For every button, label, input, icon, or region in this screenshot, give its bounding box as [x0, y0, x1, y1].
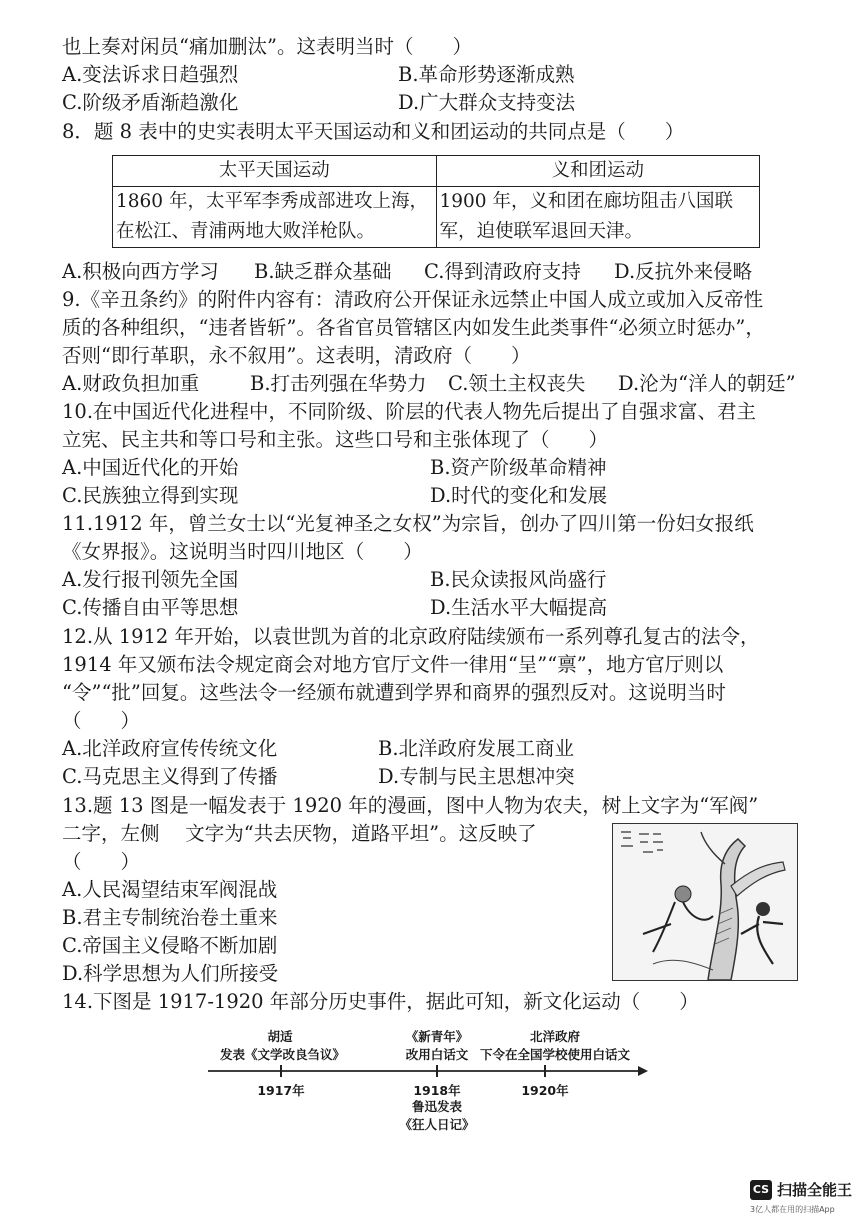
q8-table-cell-boxer	[436, 187, 760, 248]
q12-line: 12.从 1912 年开始，以袁世凯为首的北京政府陆续颁布一系列尊孔复古的法令，	[62, 625, 760, 648]
q11-option-b: B.民众读报风尚盛行	[430, 568, 607, 591]
camscanner-watermark	[750, 1180, 860, 1222]
camscanner-name: 扫描全能王	[777, 1181, 853, 1199]
event-line: 发表《文学改良刍议》	[220, 1047, 346, 1062]
q9-line: 质的各种组织，“违者皆斩”。各省官员管辖区内如发生此类事件“必须立时惩办”，	[62, 316, 765, 339]
timeline-year-1918: 1918年	[413, 1083, 461, 1098]
q8-table-header-taiping: 太平天国运动	[113, 156, 437, 187]
q9-option-d: D.沦为“洋人的朝廷”	[618, 372, 796, 395]
timeline-event-below-1918	[392, 1097, 482, 1133]
q8-option-d: D.反抗外来侵略	[614, 260, 753, 283]
timeline-event-1917	[220, 1027, 346, 1063]
q7-option-c: C.阶级矛盾渐趋激化	[62, 91, 239, 114]
q12-option-c: C.马克思主义得到了传播	[62, 765, 278, 788]
q7-stem: 也上奏对闲员“痛加删汰”。这表明当时（ ）	[62, 35, 472, 58]
q12-line: （ ）	[62, 709, 141, 732]
q7-option-d: D.广大群众支持变法	[398, 91, 576, 114]
event-line: 《狂人日记》	[399, 1117, 475, 1132]
q13-line: 13.题 13 图是一幅发表于 1920 年的漫画，图中人物为农夫，树上文字为“军阀”	[62, 794, 759, 817]
q8-cell-line: 军，迫使联军退回天津。	[439, 221, 644, 242]
event-line: 《新青年》	[405, 1029, 469, 1044]
q14-stem: 14.下图是 1917-1920 年部分历史事件，据此可知，新文化运动（ ）	[62, 990, 699, 1013]
q11-line: 11.1912 年，曾兰女士以“光复神圣之女权”为宗旨，创办了四川第一份妇女报纸	[62, 512, 754, 535]
q11-option-c: C.传播自由平等思想	[62, 596, 239, 619]
q8-table-cell-taiping	[113, 187, 437, 248]
q12-line: “令”“批”回复。这些法令一经颁布就遭到学界和商界的强烈反对。这说明当时	[62, 681, 726, 704]
q9-option-b: B.打击列强在华势力	[250, 372, 427, 395]
event-line: 胡适	[267, 1029, 293, 1044]
q13-option-a: A.人民渴望结束军阀混战	[62, 878, 278, 901]
q8-cell-line: 1860 年，太平军李秀成部进攻上海，	[116, 191, 428, 212]
q8-option-a: A.积极向西方学习	[62, 260, 219, 283]
q12-option-b: B.北洋政府发展工商业	[378, 737, 575, 760]
q9-option-c: C.领土主权丧失	[448, 372, 586, 395]
q7-option-a: A.变法诉求日趋强烈	[62, 63, 239, 86]
q9-option-a: A.财政负担加重	[62, 372, 200, 395]
q8-stem: 8．题 8 表中的史实表明太平天国运动和义和团运动的共同点是（ ）	[62, 120, 685, 143]
q12-line: 1914 年又颁布法令规定商会对地方官厅文件一律用“呈”“禀”，地方官厅则以	[62, 653, 724, 676]
timeline-year-1917: 1917年	[257, 1083, 305, 1098]
event-line: 改用白话文	[405, 1047, 469, 1062]
q13-line: 二字，左侧 文字为“共去厌物，道路平坦”。这反映了	[62, 822, 537, 845]
q14-timeline	[200, 1025, 650, 1135]
timeline-event-1920	[465, 1027, 645, 1063]
q10-option-d: D.时代的变化和发展	[430, 484, 608, 507]
q10-line: 10.在中国近代化进程中，不同阶级、阶层的代表人物先后提出了自强求富、君主	[62, 400, 757, 423]
q10-option-a: A.中国近代化的开始	[62, 456, 239, 479]
q13-cartoon-image	[612, 823, 798, 981]
q7-option-b: B.革命形势逐渐成熟	[398, 63, 575, 86]
q12-option-d: D.专制与民主思想冲突	[378, 765, 575, 788]
q9-line: 否则“即行革职，永不叙用”。这表明，清政府（ ）	[62, 344, 531, 367]
q10-option-b: B.资产阶级革命精神	[430, 456, 607, 479]
event-line: 下令在全国学校使用白话文	[479, 1047, 630, 1062]
q11-option-d: D.生活水平大幅提高	[430, 596, 608, 619]
q13-option-d: D.科学思想为人们所接受	[62, 962, 279, 985]
q12-option-a: A.北洋政府宣传传统文化	[62, 737, 278, 760]
cartoon-drawing	[613, 824, 797, 980]
q13-option-c: C.帝国主义侵略不断加剧	[62, 934, 278, 957]
q13-option-b: B.君主专制统治卷土重来	[62, 906, 278, 929]
q10-option-c: C.民族独立得到实现	[62, 484, 239, 507]
camscanner-logo-icon: CS	[750, 1180, 772, 1200]
q13-line: （ ）	[62, 850, 141, 873]
q9-line: 9.《辛丑条约》的附件内容有：清政府公开保证永远禁止中国人成立或加入反帝性	[62, 288, 764, 311]
camscanner-tagline: 3亿人都在用的扫描App	[750, 1205, 835, 1214]
event-line: 鲁迅发表	[411, 1099, 462, 1114]
q8-table-header-boxer: 义和团运动	[436, 156, 760, 187]
q8-cell-line: 1900 年，义和团在廊坊阻击八国联	[439, 191, 733, 212]
timeline-year-1920: 1920年	[521, 1083, 569, 1098]
q10-line: 立宪、民主共和等口号和主张。这些口号和主张体现了（ ）	[62, 428, 609, 451]
q11-line: 《女界报》。这说明当时四川地区（ ）	[62, 540, 423, 563]
q8-option-c: C.得到清政府支持	[424, 260, 581, 283]
event-line: 北洋政府	[529, 1029, 580, 1044]
q11-option-a: A.发行报刊领先全国	[62, 568, 239, 591]
q8-option-b: B.缺乏群众基础	[254, 260, 392, 283]
q8-table	[112, 155, 760, 248]
q8-cell-line: 在松江、青浦两地大败洋枪队。	[116, 221, 376, 242]
